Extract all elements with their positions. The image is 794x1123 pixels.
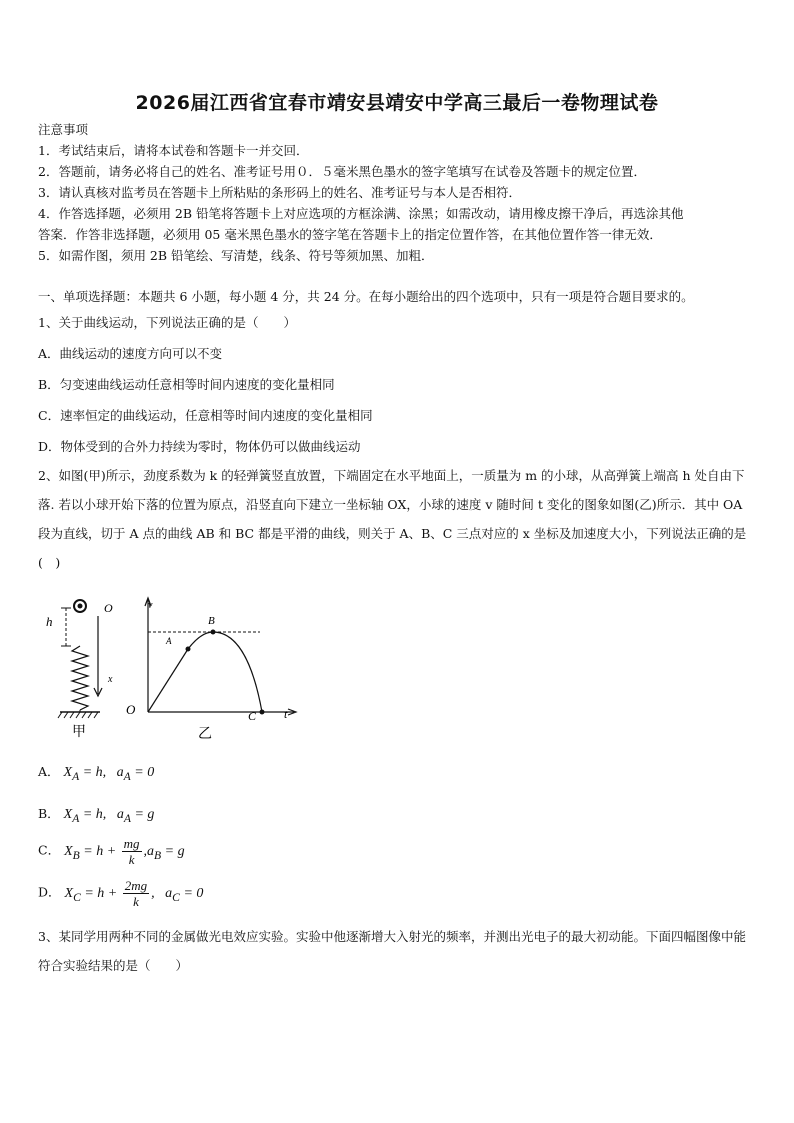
notice-item-4: 4．作答选择题，必须用 2B 铅笔将答题卡上对应选项的方框涂满、涂黑；如需改动，请用橡皮擦干净后，再选涂其他 bbox=[38, 206, 684, 221]
notice-item-3: 3．请认真核对监考员在答题卡上所粘贴的条形码上的姓名、准考证号与本人是否相符． bbox=[38, 185, 521, 200]
fraction-mg-k: $\frac{mg}{k}$ bbox=[123, 836, 140, 867]
notice-item-2: 2．答题前，请务必将自己的姓名、准考证号用０．５毫米黑色墨水的签字笔填写在试卷及答题卡的规定位置． bbox=[38, 164, 646, 179]
point-A bbox=[186, 647, 191, 652]
notice-item-4-cont: 答案．作答非选择题，必须用 05 毫米黑色墨水的签字笔在答题卡上的指定位置作答，在其他位置作答一律无效． bbox=[38, 227, 662, 242]
q2-option-d: D． $X_C = h$ + $\frac{2mg}{k}$ , $a_C = 0$ bbox=[38, 878, 204, 909]
label-B: B bbox=[208, 615, 215, 627]
q3-stem: 3、某同学用两种不同的金属做光电效应实验。实验中他逐渐增大入射光的频率，并测出光电子的最大初动能。下面四幅图像中能符合实验结果的是（ ） bbox=[38, 929, 746, 973]
page-title: 2026届江西省宜春市靖安县靖安中学高三最后一卷物理试卷 bbox=[135, 92, 659, 114]
label-A: A bbox=[166, 636, 172, 646]
label-O-origin: O bbox=[126, 702, 136, 717]
q1-option-c: C．速率恒定的曲线运动，任意相等时间内速度的变化量相同 bbox=[38, 408, 373, 423]
q2-option-b: B． $X_A = h$, $a_A = g$ bbox=[38, 806, 155, 825]
label-t-axis: t bbox=[284, 707, 288, 721]
q2-figure-svg bbox=[38, 594, 308, 744]
section-heading: 一、单项选择题：本题共 6 小题，每小题 4 分，共 24 分。在每小题给出的四个选项中，只有一项是符合题目要求的。 bbox=[38, 289, 694, 304]
q1-stem: 1、关于曲线运动，下列说法正确的是（ ） bbox=[38, 315, 296, 330]
q2-option-a: A． $X_A = h$, $a_A = 0$ bbox=[38, 764, 155, 783]
point-B bbox=[211, 630, 216, 635]
spring-icon bbox=[72, 646, 88, 710]
q2-option-c: C． $X_B = h$ + $\frac{mg}{k}$ $,a_B = g$ bbox=[38, 836, 185, 867]
label-yi: 乙 bbox=[198, 727, 212, 742]
q1-option-d: D．物体受到的合外力持续为零时，物体仍可以做曲线运动 bbox=[38, 439, 361, 454]
fraction-2mg-k: $\frac{2mg}{k}$ bbox=[124, 878, 148, 909]
label-jia: 甲 bbox=[72, 725, 86, 740]
label-h: h bbox=[46, 614, 53, 629]
label-v-axis: v bbox=[148, 600, 153, 611]
q1-option-b: B．匀变速曲线运动任意相等时间内速度的变化量相同 bbox=[38, 377, 335, 392]
notice-item-1: 1．考试结束后，请将本试卷和答题卡一并交回． bbox=[38, 143, 309, 158]
q1-option-a: A．曲线运动的速度方向可以不变 bbox=[38, 346, 223, 361]
q2-stem: 2、如图(甲)所示，劲度系数为 k 的轻弹簧竖直放置，下端固定在水平地面上，一质量为 m 的小球，从高弹簧上端高 h 处自由下落. 若以小球开始下落的位置为原点，沿竖直向下建立一坐标轴 OX，小球的速度 v 随时间 t 变化的图象如图(乙)所示．其中 OA 段为直线，切于 A 点的曲线 AB 和 BC 都是平滑的曲线，则关于 A、B、C 三点对应的 x 坐标及加速度大小，下列说法正确的是( ) bbox=[38, 468, 747, 570]
q2-figure bbox=[38, 594, 308, 744]
label-O-top: O bbox=[104, 601, 113, 615]
point-C bbox=[260, 710, 265, 715]
vt-curve bbox=[188, 632, 262, 712]
notice-heading: 注意事项 bbox=[38, 122, 89, 137]
notice-item-5: 5．如需作图，须用 2B 铅笔绘、写清楚，线条、符号等须加黑、加粗． bbox=[38, 248, 434, 263]
label-x-axis: x bbox=[108, 674, 113, 685]
label-C: C bbox=[248, 709, 257, 723]
